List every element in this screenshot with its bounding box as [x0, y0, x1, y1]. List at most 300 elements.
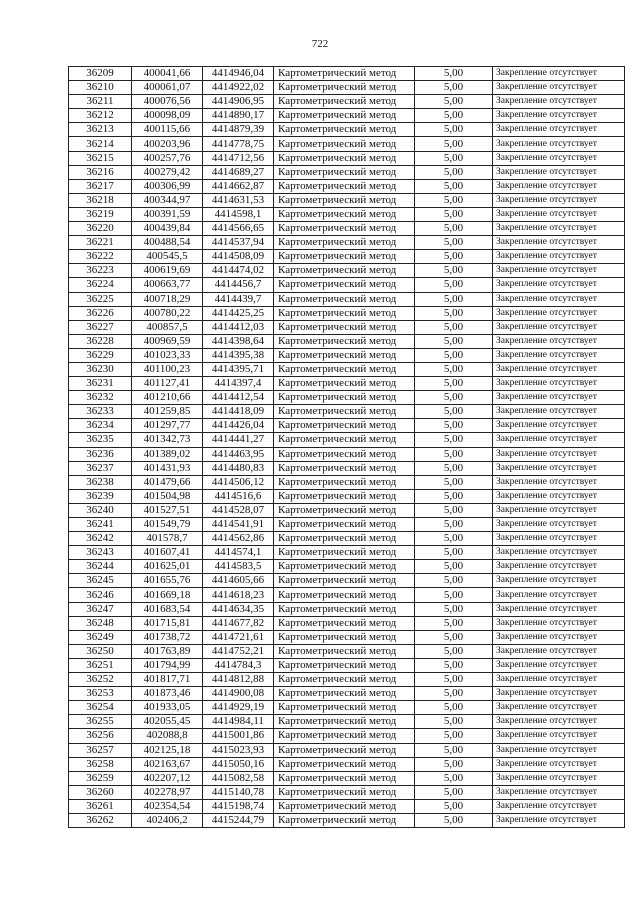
y-coordinate-cell: 4414752,21 — [203, 644, 274, 658]
method-cell: Картометрический метод — [274, 658, 415, 672]
y-coordinate-cell: 4414634,35 — [203, 602, 274, 616]
fixation-note-cell: Закрепление отсутствует — [493, 785, 625, 799]
point-number-cell: 36239 — [69, 489, 132, 503]
y-coordinate-cell: 4415050,16 — [203, 757, 274, 771]
x-coordinate-cell: 401527,51 — [132, 503, 203, 517]
table-row — [69, 687, 625, 701]
table-row — [69, 433, 625, 447]
accuracy-cell: 5,00 — [415, 405, 493, 419]
accuracy-cell: 5,00 — [415, 503, 493, 517]
accuracy-cell: 5,00 — [415, 278, 493, 292]
point-number-cell: 36225 — [69, 292, 132, 306]
fixation-note-cell: Закрепление отсутствует — [493, 771, 625, 785]
accuracy-cell: 5,00 — [415, 362, 493, 376]
point-number-cell: 36215 — [69, 151, 132, 165]
accuracy-cell: 5,00 — [415, 602, 493, 616]
x-coordinate-cell: 401389,02 — [132, 447, 203, 461]
method-cell: Картометрический метод — [274, 715, 415, 729]
method-cell: Картометрический метод — [274, 264, 415, 278]
y-coordinate-cell: 4414456,7 — [203, 278, 274, 292]
table-row — [69, 236, 625, 250]
point-number-cell: 36259 — [69, 771, 132, 785]
point-number-cell: 36246 — [69, 588, 132, 602]
y-coordinate-cell: 4415023,93 — [203, 743, 274, 757]
method-cell: Картометрический метод — [274, 813, 415, 827]
y-coordinate-cell: 4414677,82 — [203, 616, 274, 630]
point-number-cell: 36222 — [69, 250, 132, 264]
x-coordinate-cell: 401873,46 — [132, 687, 203, 701]
x-coordinate-cell: 401023,33 — [132, 348, 203, 362]
table-row — [69, 419, 625, 433]
x-coordinate-cell: 402354,54 — [132, 799, 203, 813]
x-coordinate-cell: 401655,76 — [132, 574, 203, 588]
y-coordinate-cell: 4414984,11 — [203, 715, 274, 729]
y-coordinate-cell: 4414562,86 — [203, 532, 274, 546]
y-coordinate-cell: 4414463,95 — [203, 447, 274, 461]
y-coordinate-cell: 4414541,91 — [203, 518, 274, 532]
y-coordinate-cell: 4414480,83 — [203, 461, 274, 475]
table-row — [69, 630, 625, 644]
y-coordinate-cell: 4415198,74 — [203, 799, 274, 813]
table-row — [69, 81, 625, 95]
y-coordinate-cell: 4415140,78 — [203, 785, 274, 799]
point-number-cell: 36243 — [69, 546, 132, 560]
method-cell: Картометрический метод — [274, 489, 415, 503]
method-cell: Картометрический метод — [274, 602, 415, 616]
method-cell: Картометрический метод — [274, 391, 415, 405]
y-coordinate-cell: 4414412,03 — [203, 320, 274, 334]
point-number-cell: 36217 — [69, 179, 132, 193]
method-cell: Картометрический метод — [274, 292, 415, 306]
accuracy-cell: 5,00 — [415, 616, 493, 630]
method-cell: Картометрический метод — [274, 701, 415, 715]
table-row — [69, 348, 625, 362]
fixation-note-cell: Закрепление отсутствует — [493, 433, 625, 447]
y-coordinate-cell: 4414418,09 — [203, 405, 274, 419]
accuracy-cell: 5,00 — [415, 306, 493, 320]
x-coordinate-cell: 400488,54 — [132, 236, 203, 250]
fixation-note-cell: Закрепление отсутствует — [493, 320, 625, 334]
point-number-cell: 36244 — [69, 560, 132, 574]
x-coordinate-cell: 400061,07 — [132, 81, 203, 95]
y-coordinate-cell: 4414395,71 — [203, 362, 274, 376]
y-coordinate-cell: 4414441,27 — [203, 433, 274, 447]
method-cell: Картометрический метод — [274, 165, 415, 179]
x-coordinate-cell: 401431,93 — [132, 461, 203, 475]
accuracy-cell: 5,00 — [415, 123, 493, 137]
y-coordinate-cell: 4414631,53 — [203, 193, 274, 207]
y-coordinate-cell: 4415244,79 — [203, 813, 274, 827]
method-cell: Картометрический метод — [274, 278, 415, 292]
point-number-cell: 36235 — [69, 433, 132, 447]
y-coordinate-cell: 4414474,02 — [203, 264, 274, 278]
x-coordinate-cell: 401549,79 — [132, 518, 203, 532]
x-coordinate-cell: 400391,59 — [132, 207, 203, 221]
table-row — [69, 292, 625, 306]
x-coordinate-cell: 400439,84 — [132, 222, 203, 236]
accuracy-cell: 5,00 — [415, 785, 493, 799]
table-row — [69, 151, 625, 165]
table-row — [69, 743, 625, 757]
method-cell: Картометрический метод — [274, 405, 415, 419]
y-coordinate-cell: 4414537,94 — [203, 236, 274, 250]
point-number-cell: 36213 — [69, 123, 132, 137]
fixation-note-cell: Закрепление отсутствует — [493, 250, 625, 264]
y-coordinate-cell: 4414605,66 — [203, 574, 274, 588]
table-row — [69, 503, 625, 517]
y-coordinate-cell: 4414508,09 — [203, 250, 274, 264]
accuracy-cell: 5,00 — [415, 137, 493, 151]
point-number-cell: 36233 — [69, 405, 132, 419]
y-coordinate-cell: 4414890,17 — [203, 109, 274, 123]
method-cell: Картометрический метод — [274, 743, 415, 757]
method-cell: Картометрический метод — [274, 546, 415, 560]
point-number-cell: 36236 — [69, 447, 132, 461]
x-coordinate-cell: 401817,71 — [132, 673, 203, 687]
method-cell: Картометрический метод — [274, 306, 415, 320]
fixation-note-cell: Закрепление отсутствует — [493, 518, 625, 532]
accuracy-cell: 5,00 — [415, 109, 493, 123]
method-cell: Картометрический метод — [274, 518, 415, 532]
accuracy-cell: 5,00 — [415, 489, 493, 503]
method-cell: Картометрический метод — [274, 503, 415, 517]
fixation-note-cell: Закрепление отсутствует — [493, 405, 625, 419]
table-row — [69, 193, 625, 207]
y-coordinate-cell: 4414929,19 — [203, 701, 274, 715]
method-cell: Картометрический метод — [274, 151, 415, 165]
table-row — [69, 222, 625, 236]
accuracy-cell: 5,00 — [415, 165, 493, 179]
accuracy-cell: 5,00 — [415, 264, 493, 278]
x-coordinate-cell: 400098,09 — [132, 109, 203, 123]
fixation-note-cell: Закрепление отсутствует — [493, 419, 625, 433]
fixation-note-cell: Закрепление отсутствует — [493, 447, 625, 461]
x-coordinate-cell: 401683,54 — [132, 602, 203, 616]
fixation-note-cell: Закрепление отсутствует — [493, 278, 625, 292]
fixation-note-cell: Закрепление отсутствует — [493, 560, 625, 574]
point-number-cell: 36248 — [69, 616, 132, 630]
x-coordinate-cell: 402406,2 — [132, 813, 203, 827]
y-coordinate-cell: 4414426,04 — [203, 419, 274, 433]
method-cell: Картометрический метод — [274, 799, 415, 813]
fixation-note-cell: Закрепление отсутствует — [493, 503, 625, 517]
method-cell: Картометрический метод — [274, 377, 415, 391]
y-coordinate-cell: 4414812,88 — [203, 673, 274, 687]
accuracy-cell: 5,00 — [415, 673, 493, 687]
x-coordinate-cell: 402055,45 — [132, 715, 203, 729]
accuracy-cell: 5,00 — [415, 447, 493, 461]
table-row — [69, 334, 625, 348]
fixation-note-cell: Закрепление отсутствует — [493, 743, 625, 757]
point-number-cell: 36251 — [69, 658, 132, 672]
method-cell: Картометрический метод — [274, 785, 415, 799]
point-number-cell: 36255 — [69, 715, 132, 729]
table-row — [69, 602, 625, 616]
table-row — [69, 377, 625, 391]
fixation-note-cell: Закрепление отсутствует — [493, 757, 625, 771]
x-coordinate-cell: 401669,18 — [132, 588, 203, 602]
table-row — [69, 123, 625, 137]
x-coordinate-cell: 400279,42 — [132, 165, 203, 179]
fixation-note-cell: Закрепление отсутствует — [493, 799, 625, 813]
method-cell: Картометрический метод — [274, 334, 415, 348]
y-coordinate-cell: 4414566,65 — [203, 222, 274, 236]
y-coordinate-cell: 4414439,7 — [203, 292, 274, 306]
fixation-note-cell: Закрепление отсутствует — [493, 207, 625, 221]
table-row — [69, 785, 625, 799]
fixation-note-cell: Закрепление отсутствует — [493, 348, 625, 362]
y-coordinate-cell: 4414398,64 — [203, 334, 274, 348]
table-row — [69, 616, 625, 630]
method-cell: Картометрический метод — [274, 362, 415, 376]
x-coordinate-cell: 402088,8 — [132, 729, 203, 743]
method-cell: Картометрический метод — [274, 588, 415, 602]
table-row — [69, 701, 625, 715]
table-row — [69, 588, 625, 602]
x-coordinate-cell: 401210,66 — [132, 391, 203, 405]
y-coordinate-cell: 4414721,61 — [203, 630, 274, 644]
y-coordinate-cell: 4414395,38 — [203, 348, 274, 362]
fixation-note-cell: Закрепление отсутствует — [493, 475, 625, 489]
accuracy-cell: 5,00 — [415, 81, 493, 95]
fixation-note-cell: Закрепление отсутствует — [493, 264, 625, 278]
accuracy-cell: 5,00 — [415, 574, 493, 588]
accuracy-cell: 5,00 — [415, 799, 493, 813]
point-number-cell: 36245 — [69, 574, 132, 588]
x-coordinate-cell: 402278,97 — [132, 785, 203, 799]
table-row — [69, 95, 625, 109]
method-cell: Картометрический метод — [274, 673, 415, 687]
fixation-note-cell: Закрепление отсутствует — [493, 179, 625, 193]
x-coordinate-cell: 400969,59 — [132, 334, 203, 348]
point-number-cell: 36231 — [69, 377, 132, 391]
accuracy-cell: 5,00 — [415, 292, 493, 306]
point-number-cell: 36221 — [69, 236, 132, 250]
fixation-note-cell: Закрепление отсутствует — [493, 95, 625, 109]
x-coordinate-cell: 401578,7 — [132, 532, 203, 546]
accuracy-cell: 5,00 — [415, 67, 493, 81]
table-row — [69, 137, 625, 151]
x-coordinate-cell: 401715,81 — [132, 616, 203, 630]
fixation-note-cell: Закрепление отсутствует — [493, 644, 625, 658]
method-cell: Картометрический метод — [274, 630, 415, 644]
accuracy-cell: 5,00 — [415, 377, 493, 391]
fixation-note-cell: Закрепление отсутствует — [493, 165, 625, 179]
table-row — [69, 320, 625, 334]
fixation-note-cell: Закрепление отсутствует — [493, 813, 625, 827]
y-coordinate-cell: 4414900,08 — [203, 687, 274, 701]
table-row — [69, 715, 625, 729]
method-cell: Картометрический метод — [274, 81, 415, 95]
y-coordinate-cell: 4414946,04 — [203, 67, 274, 81]
accuracy-cell: 5,00 — [415, 391, 493, 405]
x-coordinate-cell: 402125,18 — [132, 743, 203, 757]
accuracy-cell: 5,00 — [415, 630, 493, 644]
x-coordinate-cell: 401763,89 — [132, 644, 203, 658]
fixation-note-cell: Закрепление отсутствует — [493, 715, 625, 729]
accuracy-cell: 5,00 — [415, 687, 493, 701]
x-coordinate-cell: 400857,5 — [132, 320, 203, 334]
accuracy-cell: 5,00 — [415, 771, 493, 785]
method-cell: Картометрический метод — [274, 729, 415, 743]
method-cell: Картометрический метод — [274, 193, 415, 207]
accuracy-cell: 5,00 — [415, 757, 493, 771]
method-cell: Картометрический метод — [274, 757, 415, 771]
method-cell: Картометрический метод — [274, 475, 415, 489]
point-number-cell: 36249 — [69, 630, 132, 644]
point-number-cell: 36242 — [69, 532, 132, 546]
point-number-cell: 36227 — [69, 320, 132, 334]
fixation-note-cell: Закрепление отсутствует — [493, 334, 625, 348]
point-number-cell: 36226 — [69, 306, 132, 320]
y-coordinate-cell: 4414506,12 — [203, 475, 274, 489]
accuracy-cell: 5,00 — [415, 475, 493, 489]
accuracy-cell: 5,00 — [415, 813, 493, 827]
fixation-note-cell: Закрепление отсутствует — [493, 137, 625, 151]
table-row — [69, 475, 625, 489]
x-coordinate-cell: 400203,96 — [132, 137, 203, 151]
method-cell: Картометрический метод — [274, 447, 415, 461]
point-number-cell: 36247 — [69, 602, 132, 616]
point-number-cell: 36257 — [69, 743, 132, 757]
point-number-cell: 36220 — [69, 222, 132, 236]
point-number-cell: 36212 — [69, 109, 132, 123]
accuracy-cell: 5,00 — [415, 419, 493, 433]
method-cell: Картометрический метод — [274, 95, 415, 109]
table-row — [69, 405, 625, 419]
table-row — [69, 799, 625, 813]
page-number: 722 — [311, 38, 329, 50]
accuracy-cell: 5,00 — [415, 715, 493, 729]
fixation-note-cell: Закрепление отсутствует — [493, 377, 625, 391]
fixation-note-cell: Закрепление отсутствует — [493, 658, 625, 672]
point-number-cell: 36260 — [69, 785, 132, 799]
method-cell: Картометрический метод — [274, 771, 415, 785]
point-number-cell: 36228 — [69, 334, 132, 348]
fixation-note-cell: Закрепление отсутствует — [493, 222, 625, 236]
point-number-cell: 36241 — [69, 518, 132, 532]
coordinates-table-body — [69, 67, 625, 828]
table-row — [69, 729, 625, 743]
fixation-note-cell: Закрепление отсутствует — [493, 574, 625, 588]
method-cell: Картометрический метод — [274, 137, 415, 151]
fixation-note-cell: Закрепление отсутствует — [493, 701, 625, 715]
table-row — [69, 67, 625, 81]
fixation-note-cell: Закрепление отсутствует — [493, 391, 625, 405]
accuracy-cell: 5,00 — [415, 250, 493, 264]
point-number-cell: 36258 — [69, 757, 132, 771]
table-row — [69, 391, 625, 405]
y-coordinate-cell: 4414879,39 — [203, 123, 274, 137]
table-row — [69, 461, 625, 475]
point-number-cell: 36261 — [69, 799, 132, 813]
fixation-note-cell: Закрепление отсутствует — [493, 687, 625, 701]
fixation-note-cell: Закрепление отсутствует — [493, 616, 625, 630]
table-row — [69, 264, 625, 278]
x-coordinate-cell: 401342,73 — [132, 433, 203, 447]
table-row — [69, 207, 625, 221]
point-number-cell: 36253 — [69, 687, 132, 701]
x-coordinate-cell: 400041,66 — [132, 67, 203, 81]
fixation-note-cell: Закрепление отсутствует — [493, 151, 625, 165]
fixation-note-cell: Закрепление отсутствует — [493, 236, 625, 250]
fixation-note-cell: Закрепление отсутствует — [493, 673, 625, 687]
fixation-note-cell: Закрепление отсутствует — [493, 123, 625, 137]
x-coordinate-cell: 400780,22 — [132, 306, 203, 320]
fixation-note-cell: Закрепление отсутствует — [493, 193, 625, 207]
y-coordinate-cell: 4414397,4 — [203, 377, 274, 391]
point-number-cell: 36256 — [69, 729, 132, 743]
y-coordinate-cell: 4414583,5 — [203, 560, 274, 574]
method-cell: Картометрический метод — [274, 532, 415, 546]
method-cell: Картометрический метод — [274, 574, 415, 588]
y-coordinate-cell: 4414598,1 — [203, 207, 274, 221]
accuracy-cell: 5,00 — [415, 222, 493, 236]
accuracy-cell: 5,00 — [415, 151, 493, 165]
x-coordinate-cell: 401297,77 — [132, 419, 203, 433]
fixation-note-cell: Закрепление отсутствует — [493, 546, 625, 560]
method-cell: Картометрический метод — [274, 433, 415, 447]
x-coordinate-cell: 401738,72 — [132, 630, 203, 644]
method-cell: Картометрический метод — [274, 179, 415, 193]
point-number-cell: 36210 — [69, 81, 132, 95]
table-row — [69, 771, 625, 785]
accuracy-cell: 5,00 — [415, 560, 493, 574]
coordinates-table — [68, 66, 625, 828]
table-row — [69, 813, 625, 827]
accuracy-cell: 5,00 — [415, 320, 493, 334]
accuracy-cell: 5,00 — [415, 658, 493, 672]
accuracy-cell: 5,00 — [415, 95, 493, 109]
method-cell: Картометрический метод — [274, 616, 415, 630]
accuracy-cell: 5,00 — [415, 701, 493, 715]
point-number-cell: 36237 — [69, 461, 132, 475]
y-coordinate-cell: 4414784,3 — [203, 658, 274, 672]
point-number-cell: 36254 — [69, 701, 132, 715]
x-coordinate-cell: 401504,98 — [132, 489, 203, 503]
y-coordinate-cell: 4414528,07 — [203, 503, 274, 517]
x-coordinate-cell: 400344,97 — [132, 193, 203, 207]
x-coordinate-cell: 401794,99 — [132, 658, 203, 672]
y-coordinate-cell: 4414712,56 — [203, 151, 274, 165]
y-coordinate-cell: 4415082,58 — [203, 771, 274, 785]
accuracy-cell: 5,00 — [415, 644, 493, 658]
accuracy-cell: 5,00 — [415, 334, 493, 348]
table-row — [69, 489, 625, 503]
fixation-note-cell: Закрепление отсутствует — [493, 461, 625, 475]
x-coordinate-cell: 400545,5 — [132, 250, 203, 264]
table-row — [69, 447, 625, 461]
method-cell: Картометрический метод — [274, 687, 415, 701]
point-number-cell: 36232 — [69, 391, 132, 405]
x-coordinate-cell: 401127,41 — [132, 377, 203, 391]
y-coordinate-cell: 4414425,25 — [203, 306, 274, 320]
y-coordinate-cell: 4415001,86 — [203, 729, 274, 743]
point-number-cell: 36240 — [69, 503, 132, 517]
accuracy-cell: 5,00 — [415, 348, 493, 362]
point-number-cell: 36234 — [69, 419, 132, 433]
table-row — [69, 109, 625, 123]
table-row — [69, 165, 625, 179]
table-row — [69, 278, 625, 292]
method-cell: Картометрический метод — [274, 644, 415, 658]
point-number-cell: 36218 — [69, 193, 132, 207]
method-cell: Картометрический метод — [274, 123, 415, 137]
x-coordinate-cell: 400257,76 — [132, 151, 203, 165]
table-row — [69, 179, 625, 193]
point-number-cell: 36209 — [69, 67, 132, 81]
method-cell: Картометрический метод — [274, 222, 415, 236]
